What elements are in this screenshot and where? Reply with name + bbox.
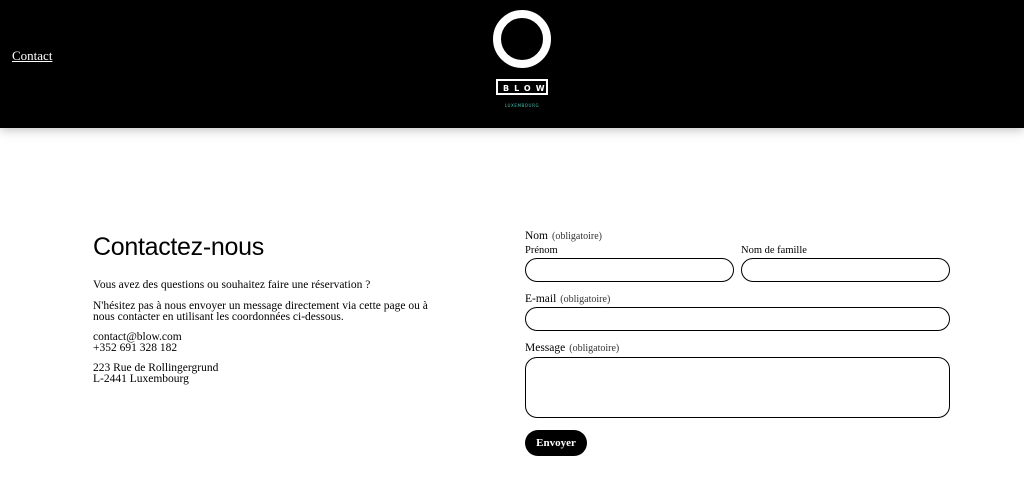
logo-wordmark: BLOW [496,79,548,95]
nav-contact-link[interactable]: Contact [12,48,53,63]
message-label [525,341,619,356]
contact-email[interactable]: contact@blow.com [93,331,182,343]
intro-text: Vous avez des questions ou souhaitez faire une réservation ? [93,279,371,291]
site-header [0,0,1024,128]
message-required-hint: (obligatoire) [569,343,620,354]
page-title: Contactez-nous [93,233,264,261]
address-line-2: L-2441 Luxembourg [93,373,189,385]
description-line-1: N'hésitez pas à nous envoyer un message directement via cette page ou à [93,300,428,312]
contact-phone[interactable]: +352 691 328 182 [93,342,178,354]
email-label [525,292,610,307]
address-line-1: 223 Rue de Rollingergrund [93,362,219,374]
envoyer-button[interactable]: Envoyer [525,430,587,456]
nom-label [525,229,602,244]
prenom-input[interactable] [525,258,734,282]
nom-de-famille-label: Nom de famille [741,245,807,256]
message-label-text: Message [525,342,566,354]
email-label-text: E-mail [525,293,557,305]
message-textarea[interactable] [525,357,950,418]
email-input[interactable] [525,307,950,331]
nom-required-hint: (obligatoire) [552,231,602,242]
description-line-2: nous contacter en utilisant les coordonnées ci-dessous. [93,311,344,323]
logo-ring-icon [493,10,551,68]
prenom-label: Prénom [525,245,558,256]
contact-info [93,232,453,385]
blow-logo[interactable] [491,8,553,108]
nom-de-famille-input[interactable] [741,258,950,282]
email-required-hint: (obligatoire) [560,294,611,305]
nom-label-text: Nom [525,230,548,242]
logo-subtitle: LUXEMBOURG [504,103,540,108]
